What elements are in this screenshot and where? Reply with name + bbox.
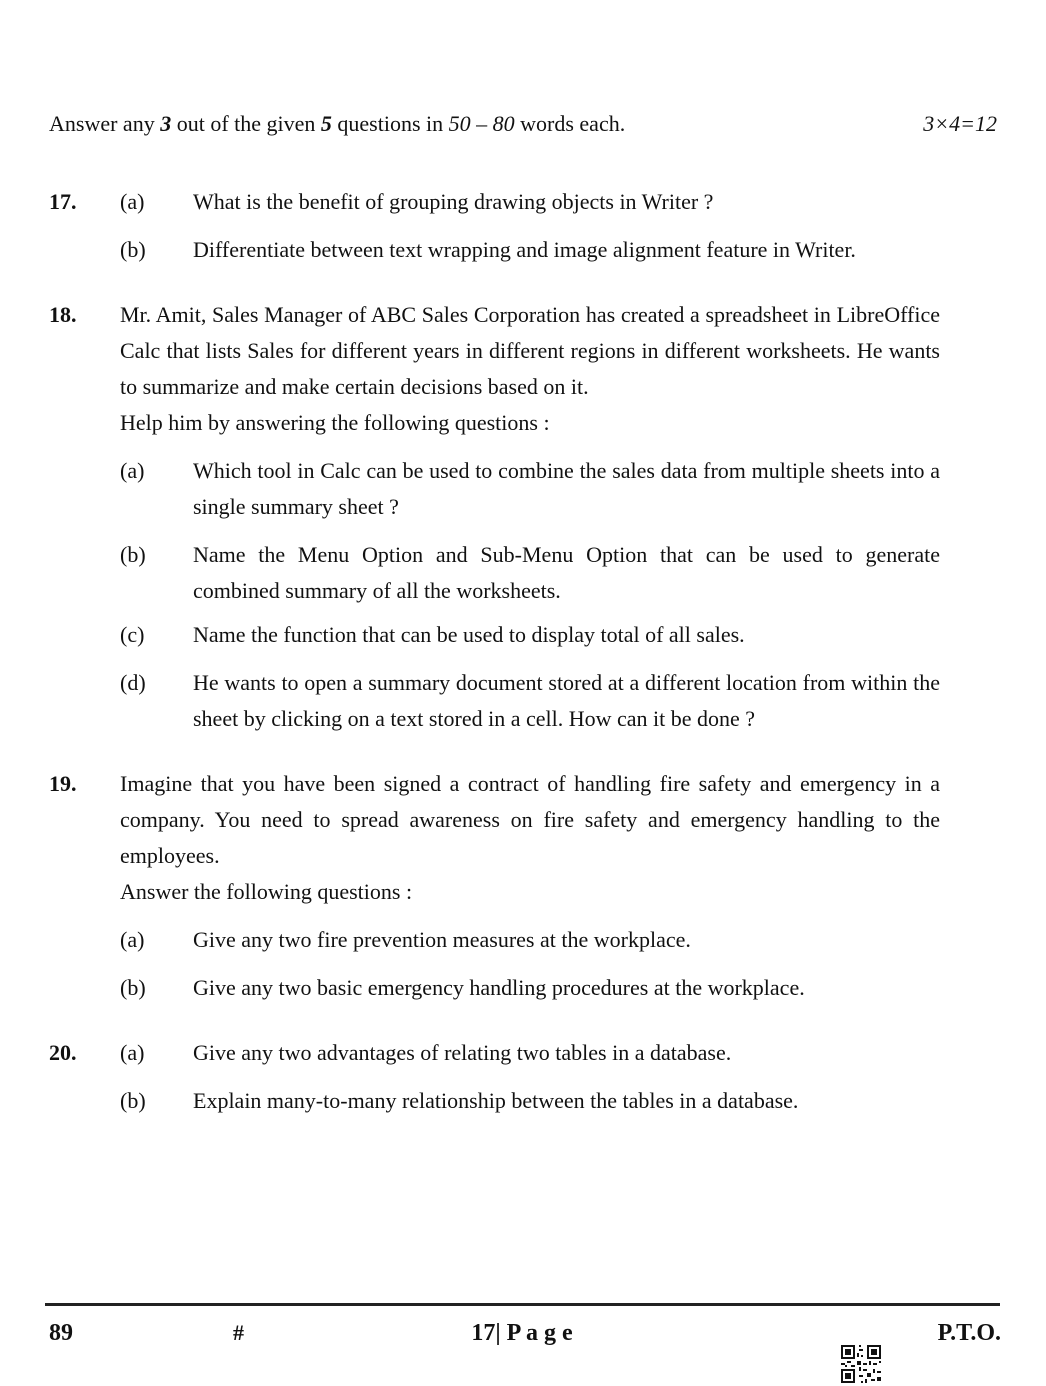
- page-footer: [0, 1303, 1046, 1386]
- subpart-label: (b): [120, 542, 146, 567]
- subpart-row: [120, 617, 940, 653]
- question-intro-line2: Answer the following questions :: [120, 879, 413, 904]
- instruction-count: 3: [160, 111, 172, 136]
- question-block-18: [49, 297, 997, 737]
- question-body: [120, 184, 940, 268]
- question-body: [120, 297, 940, 737]
- subpart-label: (a): [120, 458, 145, 483]
- instruction-suffix: words each.: [514, 111, 626, 136]
- subpart-row: [120, 1083, 940, 1119]
- question-number: 17.: [49, 189, 77, 214]
- question-number: 19.: [49, 771, 77, 796]
- subpart-text: Which tool in Calc can be used to combine the sales data from multiple sheets into a single summary sheet ?: [193, 458, 940, 519]
- subpart-label: (b): [120, 237, 146, 262]
- subpart-label: (b): [120, 975, 146, 1000]
- subpart-row: [120, 970, 940, 1006]
- footer-divider: [45, 1303, 1000, 1306]
- question-intro: Imagine that you have been signed a contract of handling fire safety and emergency in a company. You need to spread awareness on fire safety and emergency handling to the employees.: [120, 771, 940, 868]
- subpart-label: (a): [120, 189, 145, 214]
- subpart-text: Give any two fire prevention measures at the workplace.: [193, 927, 691, 952]
- question-number: 18.: [49, 302, 77, 327]
- pto-label: P.T.O.: [937, 1320, 1001, 1346]
- paper-code: 89: [49, 1320, 73, 1346]
- subpart-text: Name the Menu Option and Sub-Menu Option that can be used to generate combined summary of all the worksheets.: [193, 542, 940, 603]
- subpart-label: (a): [120, 1040, 145, 1065]
- page-number-label: 17| P a g e: [471, 1320, 573, 1346]
- instruction-mid1: out of the given: [171, 111, 321, 136]
- question-body: [120, 1035, 940, 1119]
- subpart-row: [120, 1035, 940, 1071]
- subpart-label: (b): [120, 1088, 146, 1113]
- subpart-row: [120, 453, 940, 525]
- instruction-word-range: 50 – 80: [448, 111, 515, 136]
- instruction-text: [49, 106, 625, 142]
- subpart-row: [120, 665, 940, 737]
- question-block-20: [49, 1035, 997, 1119]
- subpart-row: [120, 922, 940, 958]
- qr-code-icon: [805, 1313, 881, 1386]
- instruction-mid2: questions in: [331, 111, 449, 136]
- hash-symbol: #: [233, 1320, 244, 1345]
- marks-label: 3×4=12: [923, 111, 997, 136]
- subpart-text: He wants to open a summary document stored at a different location from within the sheet by clicking on a text stored in a cell. How can it be done ?: [193, 670, 940, 731]
- subpart-text: What is the benefit of grouping drawing objects in Writer ?: [193, 189, 714, 214]
- subpart-row: [120, 232, 940, 268]
- instruction-total: 5: [320, 111, 332, 136]
- subpart-label: (a): [120, 927, 145, 952]
- question-intro: Mr. Amit, Sales Manager of ABC Sales Corporation has created a spreadsheet in LibreOffice Calc that lists Sales for different years in different regions in different worksheets. He wants to summarize and make certain decisions based on it.: [120, 302, 940, 399]
- instruction-prefix: Answer any: [49, 111, 161, 136]
- subpart-text: Name the function that can be used to display total of all sales.: [193, 622, 745, 647]
- question-intro-line2: Help him by answering the following questions :: [120, 410, 550, 435]
- question-number: 20.: [49, 1040, 77, 1065]
- subpart-row: [120, 184, 940, 220]
- subpart-text: Give any two advantages of relating two tables in a database.: [193, 1040, 732, 1065]
- question-block-19: [49, 766, 997, 1006]
- subpart-text: Explain many-to-many relationship between the tables in a database.: [193, 1088, 799, 1113]
- subpart-label: (d): [120, 670, 146, 695]
- instruction-row: [49, 106, 997, 142]
- question-block-17: [49, 184, 997, 268]
- subpart-text: Differentiate between text wrapping and image alignment feature in Writer.: [193, 237, 856, 262]
- question-body: [120, 766, 940, 1006]
- subpart-row: [120, 537, 940, 609]
- subpart-text: Give any two basic emergency handling procedures at the workplace.: [193, 975, 805, 1000]
- subpart-label: (c): [120, 622, 145, 647]
